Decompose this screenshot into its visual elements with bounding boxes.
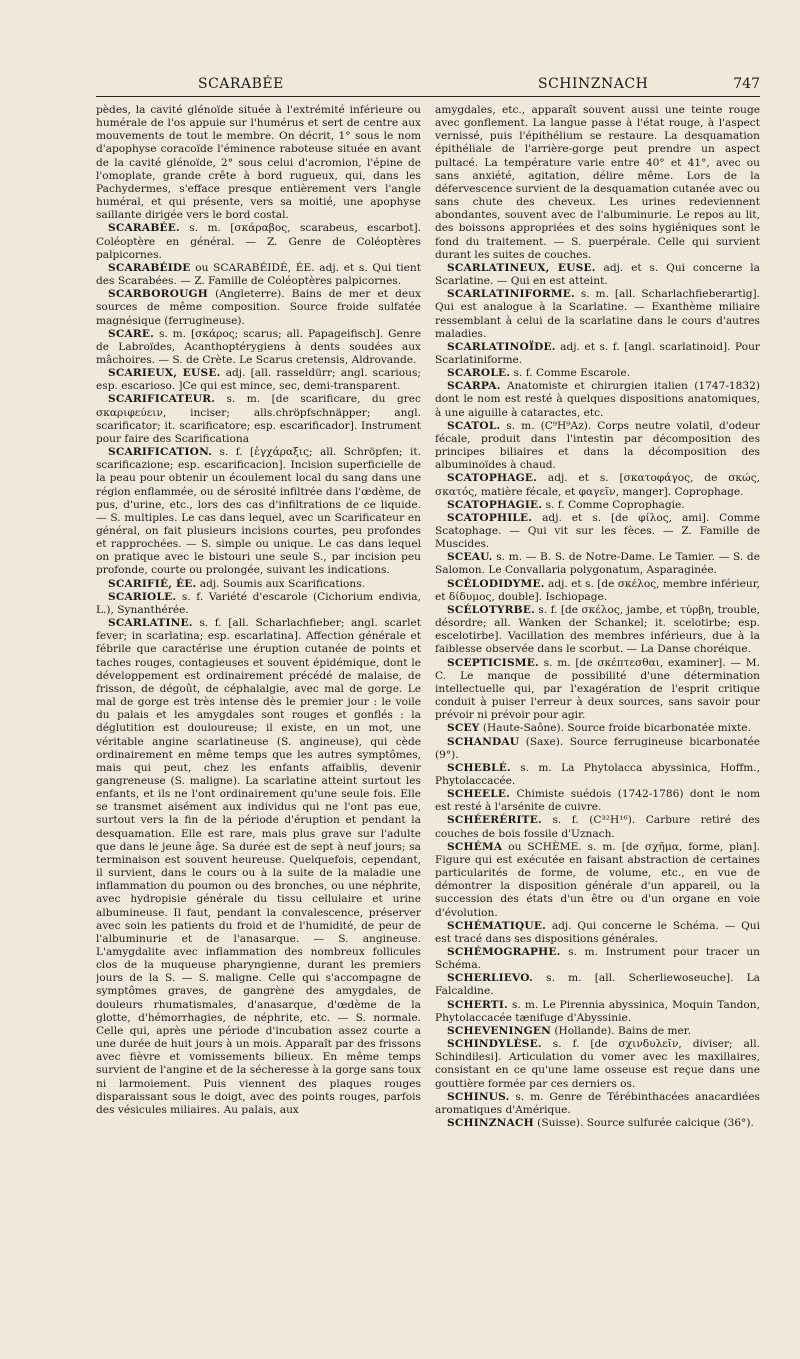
dictionary-entry bbox=[435, 288, 760, 341]
entry-headword: SCÉLODIDYME. bbox=[447, 578, 545, 590]
entry-headword: SCAROLE. bbox=[447, 367, 510, 379]
entry-headword: SCHEVENINGEN bbox=[447, 1025, 551, 1037]
dictionary-entry bbox=[96, 617, 421, 1117]
dictionary-entry bbox=[435, 262, 760, 288]
dictionary-entry bbox=[435, 1091, 760, 1117]
entry-headword: SCARABÉE. bbox=[108, 222, 180, 234]
entry-headword: SCARIOLE. bbox=[108, 591, 176, 603]
entry-text: adj. et s. [σκατοφάγος, de σκώς, σκατός, matière fécale, et φαγεῖν, manger]. Coprophage. bbox=[435, 472, 760, 497]
entry-text: ou SCARABÉIDÉ, ÉE. adj. et s. Qui tient des Scarabées. — Z. Famille de Coléoptères palpicornes. bbox=[96, 262, 421, 287]
entry-text: s. m. [σκάρος; scarus; all. Papageifisch]. Genre de Labroïdes, Acanthoptérygiens à dents soudées aux mâchoires. — S. de Crète. Le Scarus cretensis, Aldrovande. bbox=[96, 328, 421, 366]
entry-text: s. f. Comme Coprophagie. bbox=[542, 499, 684, 511]
dictionary-entry bbox=[435, 920, 760, 946]
dictionary-entry bbox=[435, 841, 760, 920]
dictionary-entry bbox=[435, 999, 760, 1025]
entry-headword: SCATOPHAGE. bbox=[447, 472, 537, 484]
entry-text: (Hollande). Bains de mer. bbox=[551, 1025, 691, 1037]
entry-text: s. m. Genre de Térébinthacées anacardiées aromatiques d'Amérique. bbox=[435, 1091, 760, 1116]
dictionary-entry bbox=[435, 367, 760, 380]
right-column bbox=[435, 104, 760, 1247]
dictionary-entry bbox=[435, 472, 760, 498]
entry-headword: SCEPTICISME. bbox=[447, 657, 539, 669]
entry-headword: SCARLATINE. bbox=[108, 617, 193, 629]
dictionary-entry bbox=[435, 1025, 760, 1038]
entry-text: s. f. Comme Escarole. bbox=[510, 367, 630, 379]
entry-headword: SCHEELE. bbox=[447, 788, 510, 800]
dictionary-entry bbox=[435, 946, 760, 972]
text-columns bbox=[96, 104, 760, 1247]
entry-text: adj. [all. rasseldürr; angl. scarious; esp. escarioso. ]Ce qui est mince, sec, demi-transparent. bbox=[96, 367, 421, 392]
entry-headword: SCHÉMATIQUE. bbox=[447, 920, 546, 932]
entry-headword: SCHINDYLÈSE. bbox=[447, 1038, 542, 1050]
entry-headword: SCARIFICATEUR. bbox=[108, 393, 215, 405]
entry-headword: SCHERLIEVO. bbox=[447, 972, 533, 984]
dictionary-entry bbox=[96, 393, 421, 446]
entry-text: adj. Soumis aux Scarifications. bbox=[196, 578, 365, 590]
dictionary-entry bbox=[435, 604, 760, 657]
entry-headword: SCATOPHILE. bbox=[447, 512, 532, 524]
entry-text: s. m. [σκάραβος, scarabeus, escarbot]. Coléoptère en général. — Z. Genre de Coléoptères palpicornes. bbox=[96, 222, 421, 260]
entry-headword: SCEAU. bbox=[447, 551, 493, 563]
entry-text: adj. et s. [de φίλος, ami]. Comme Scatophage. — Qui vit sur les fèces. — Z. Famille de Muscides. bbox=[435, 512, 760, 550]
entry-text: s. f. [all. Scharlachfieber; angl. scarlet fever; in scarlatina; esp. escarlatina]. Affection générale et fébrile que caractérise une éruption cutanée de points et taches rouges, contagieuses et souvent épidémique, dont le développement est ordinairement précédé de malaise, de frisson, de dégoût, de céphalalgie, avec mal de gorge. Le mal de gorge est très intense dès le premier jour : le voile du palais et les amygdales sont rouges et gonflés : la déglutition est douloureuse; il existe, en un mot, une véritable angine scarlatineuse (S. angineuse), qui cède ordinairement en même temps que les autres symptômes, mais qui peut, chez les enfants affaiblis, devenir gangreneuse (S. maligne). La scarlatine atteint surtout les enfants, et ils ne l'ont ordinairement qu'une seule fois. Elle se transmet aisément aux individus qui ne l'ont pas eue, surtout vers la fin de la période d'éruption et pendant la desquamation. Elle est rare, mais plus grave sur l'adulte que dans le jeune âge. Sa durée est de sept à neuf jours; sa terminaison est souvent heureuse. Quelquefois, cependant, il survient, dans le cours ou à la suite de la maladie une inflammation du poumon ou des bronches, ou une néphrite, avec hydropisie générale du tissu cellulaire et urine albumineuse. Il faut, pendant la convalescence, préserver avec soin les patients du froid et de l'humidité, de peur de l'albuminurie et de l'anasarque. — S. angineuse. L'amygdalite avec inflammation des nombreux follicules clos de la muqueuse pharyngienne, durant les premiers jours de la S. — S. maligne. Celle qui s'accompagne de symptômes graves, de gangrène des amygdales, de douleurs rhumatismales, d'anasarque, d'œdème de la glotte, d'hémorrhagies, de néphrite, etc. — S. normale. Celle qui, après une période d'incubation assez courte a une durée de huit jours à un mois. Apparaît par des frissons avec fièvre et vomissements bilieux. En même temps survient de l'angine et de la sécheresse à la gorge sans toux ni larmoiement. Puis viennent des plaques rouges disparaissant sous le doigt, avec des points rouges, parfois des vésicules miliaires. Au palais, aux bbox=[96, 617, 421, 1116]
entry-headword: SCATOPHAGIE. bbox=[447, 499, 542, 511]
entry-headword: SCHANDAU bbox=[447, 736, 519, 748]
dictionary-entry bbox=[96, 367, 421, 393]
dictionary-entry bbox=[435, 499, 760, 512]
dictionary-entry bbox=[435, 722, 760, 735]
dictionary-entry bbox=[435, 578, 760, 604]
entry-headword: SCHINZNACH bbox=[447, 1117, 534, 1129]
entry-headword: SCARLATINOÏDE. bbox=[447, 341, 556, 353]
entry-text: s. m. Le Pirennia abyssinica, Moquin Tandon, Phytolaccacée tænifuge d'Abyssinie. bbox=[435, 999, 760, 1024]
dictionary-entry bbox=[435, 551, 760, 577]
entry-text: (Saxe). Source ferrugineuse bicarbonatée (9°). bbox=[435, 736, 760, 761]
page-number: 747 bbox=[733, 76, 760, 92]
dictionary-entry bbox=[435, 380, 760, 419]
entry-text: adj. et s. [de σκέλος, membre inférieur, et δίδυμος, double]. Ischiopage. bbox=[435, 578, 760, 603]
dictionary-entry bbox=[96, 578, 421, 591]
entry-headword: SCARPA. bbox=[447, 380, 501, 392]
dictionary-entry bbox=[435, 512, 760, 551]
entry-text: s. m. Instrument pour tracer un Schéma. bbox=[435, 946, 760, 971]
dictionary-entry bbox=[435, 814, 760, 840]
entry-text: adj. et s. f. [angl. scarlatinoid]. Pour Scarlatiniforme. bbox=[435, 341, 760, 366]
dictionary-entry bbox=[96, 104, 421, 222]
entry-text: Anatomiste et chirurgien italien (1747-1832) dont le nom est resté à quelques dispositions anatomiques, à une aiguille à cataractes, etc. bbox=[435, 380, 760, 418]
entry-text: s. f. [de σχινδυλεῖν, diviser; all. Schindilesi]. Articulation du vomer avec les maxillaires, consistant en ce qu'une lame osseuse est reçue dans une gouttière formée par ces derniers os. bbox=[435, 1038, 760, 1089]
dictionary-entry bbox=[435, 1117, 760, 1130]
dictionary-entry bbox=[435, 736, 760, 762]
entry-text: s. f. [de σκέλος, jambe, et τύρβη, trouble, désordre; all. Wanken der Schankel; it. scelotirbe; esp. escelotirbe]. Vacillation des membres inférieurs, due à la faiblesse observée dans le scorbut. — La Danse choréique. bbox=[435, 604, 760, 655]
entry-text: s. f. [ἐγχάραξις; all. Schröpfen; it. scarificazione; esp. escarificacion]. Incision superficielle de la peau pour obtenir un écoulement local du sang dans une région enflammée, ou de sérosité infiltrée dans l'œdème, de pus, d'urine, etc., lors des cas d'infiltrations de ce liquide. — S. multiples. Le cas dans lequel, avec un Scarificateur en général, on fait plusieurs incisions courtes, peu profondes et rapprochées. — S. simple ou unique. Le cas dans lequel on pratique avec le bistouri une seule S., par incision peu profonde, courte ou prolongée, suivant les indications. bbox=[96, 446, 421, 576]
entry-text: s. m. [de scarificare, du grec σκαριφεύειν, inciser; alls.chröpfschnäpper; angl. scarificator; it. scarificatore; esp. escarificador]. Instrument pour faire des Scarificationa bbox=[96, 393, 421, 444]
entry-headword: SCHEBLÉ. bbox=[447, 762, 511, 774]
dictionary-entry bbox=[435, 788, 760, 814]
entry-text: (Angleterre). Bains de mer et deux sources de même composition. Source froide sulfatée magnésique (ferrugineuse). bbox=[96, 288, 421, 326]
entry-headword: SCHÉMOGRAPHE. bbox=[447, 946, 561, 958]
entry-text: s. m. La Phytolacca abyssinica, Hoffm., Phytolaccacée. bbox=[435, 762, 760, 787]
entry-headword: SCARLATINEUX, EUSE. bbox=[447, 262, 596, 274]
dictionary-entry bbox=[96, 591, 421, 617]
entry-headword: SCEY bbox=[447, 722, 480, 734]
entry-text: adj. Qui concerne le Schéma. — Qui est tracé dans ses dispositions générales. bbox=[435, 920, 760, 945]
entry-headword: SCHERTI. bbox=[447, 999, 508, 1011]
entry-text: s. f. (C³²H¹⁶). Carbure retiré des couches de bois fossile d'Uznach. bbox=[435, 814, 760, 839]
header-rule bbox=[96, 96, 760, 97]
dictionary-entry bbox=[96, 446, 421, 578]
dictionary-entry bbox=[435, 420, 760, 473]
dictionary-entry bbox=[96, 328, 421, 367]
entry-text: pèdes, la cavité glénoïde située à l'extrémité inférieure ou humérale de l'os appuie sur l'humérus et sert de centre aux mouvements de tout le membre. On décrit, 1° sous le nom d'apophyse coracoïde l'éminence raboteuse située en avant de la cavité glénoïde, 2° sous celui d'acromion, l'épine de l'omoplate, grande crête à bord rugueux, qui, dans les Pachydermes, s'efface presque entièrement vers l'angle huméral, et qui présente, vers sa moitié, une apophyse saillante dirigée vers le bord costal. bbox=[96, 104, 421, 221]
left-column bbox=[96, 104, 421, 1247]
entry-headword: SCÉLOTYRBE. bbox=[447, 604, 535, 616]
entry-headword: SCHÉERÉRITE. bbox=[447, 814, 542, 826]
entry-text: amygdales, etc., apparaît souvent aussi une teinte rouge avec gonflement. La langue passe à l'état rouge, à l'aspect vernissé, puis l'épithélium se restaure. La desquamation épithéliale de l'arrière-gorge peut prendre un aspect pultacé. La température varie entre 40° et 41°, avec ou sans anxiété, agitation, délire même. Lors de la défervescence survient de la desquamation cutanée avec ou sans chute des cheveux. Les urines redeviennent abondantes, souvent avec de l'albuminurie. Le repos au lit, des boissons appropriées et des soins hygiéniques sont le fond du traitement. — S. puerpérale. Celle qui survient durant les suites de couches. bbox=[435, 104, 760, 261]
entry-text: s. f. Variété d'escarole (Cichorium endivia, L.), Synanthérée. bbox=[96, 591, 421, 616]
entry-text: (Suisse). Source sulfurée calcique (36°). bbox=[534, 1117, 754, 1129]
dictionary-entry bbox=[435, 1038, 760, 1091]
entry-text: ou SCHÈME. s. m. [de σχῆμα, forme, plan]. Figure qui est exécutée en faisant abstraction de certaines particularités de forme, de volume, etc., en vue de démontrer la disposition générale d'un appareil, ou la succession des états d'un être ou d'un organe en voie d'évolution. bbox=[435, 841, 760, 919]
entry-text: Chimiste suédois (1742-1786) dont le nom est resté à l'arsénite de cuivre. bbox=[435, 788, 760, 813]
entry-headword: SCATOL. bbox=[447, 420, 500, 432]
dictionary-entry bbox=[96, 262, 421, 288]
entry-headword: SCARBOROUGH bbox=[108, 288, 208, 300]
entry-headword: SCHÉMA bbox=[447, 841, 502, 853]
entry-text: s. m. [de σκέπτεσθαι, examiner]. — M. C. Le manque de possibilité d'une détermination intellectuelle qui, par l'exagération de l'esprit critique conduit à puiser l'erreur à deux sources, sans savoir pour prévoir ni prévoir pour agir. bbox=[435, 657, 760, 722]
dictionary-entry bbox=[96, 288, 421, 327]
dictionary-entry bbox=[435, 972, 760, 998]
entry-text: s. m. [all. Scharlachfieberartig]. Qui est analogue à la Scarlatine. — Exanthème miliaire ressemblant à celui de la scarlatine dans le cours d'autres maladies. bbox=[435, 288, 760, 339]
entry-text: s. m. [all. Scherliewoseuche]. La Falcaldine. bbox=[435, 972, 760, 997]
header-first-entry: SCARABÉE bbox=[198, 76, 284, 92]
dictionary-entry bbox=[435, 104, 760, 262]
entry-headword: SCARE. bbox=[108, 328, 154, 340]
entry-text: s. m. (C⁹H⁹Az). Corps neutre volatil, d'odeur fécale, produit dans l'intestin par décomposition des principes biliaires et dans la décomposition des albuminoïdes à chaud. bbox=[435, 420, 760, 471]
entry-headword: SCARIFICATION. bbox=[108, 446, 212, 458]
entry-headword: SCHINUS. bbox=[447, 1091, 510, 1103]
dictionary-entry bbox=[435, 657, 760, 723]
dictionary-entry bbox=[96, 222, 421, 261]
entry-headword: SCARLATINIFORME. bbox=[447, 288, 575, 300]
dictionary-entry bbox=[435, 762, 760, 788]
header-last-entry: SCHINZNACH bbox=[538, 76, 648, 92]
entry-headword: SCARIFIÉ, ÉE. bbox=[108, 578, 196, 590]
entry-text: (Haute-Saône). Source froide bicarbonatée mixte. bbox=[480, 722, 751, 734]
entry-headword: SCARABÉIDE bbox=[108, 262, 191, 274]
entry-text: s. m. — B. S. de Notre-Dame. Le Tamier. — S. de Salomon. Le Convallaria polygonatum, Asparaginée. bbox=[435, 551, 760, 576]
entry-text: adj. et s. Qui concerne la Scarlatine. — Qui en est atteint. bbox=[435, 262, 760, 287]
entry-headword: SCARIEUX, EUSE. bbox=[108, 367, 221, 379]
dictionary-entry bbox=[435, 341, 760, 367]
